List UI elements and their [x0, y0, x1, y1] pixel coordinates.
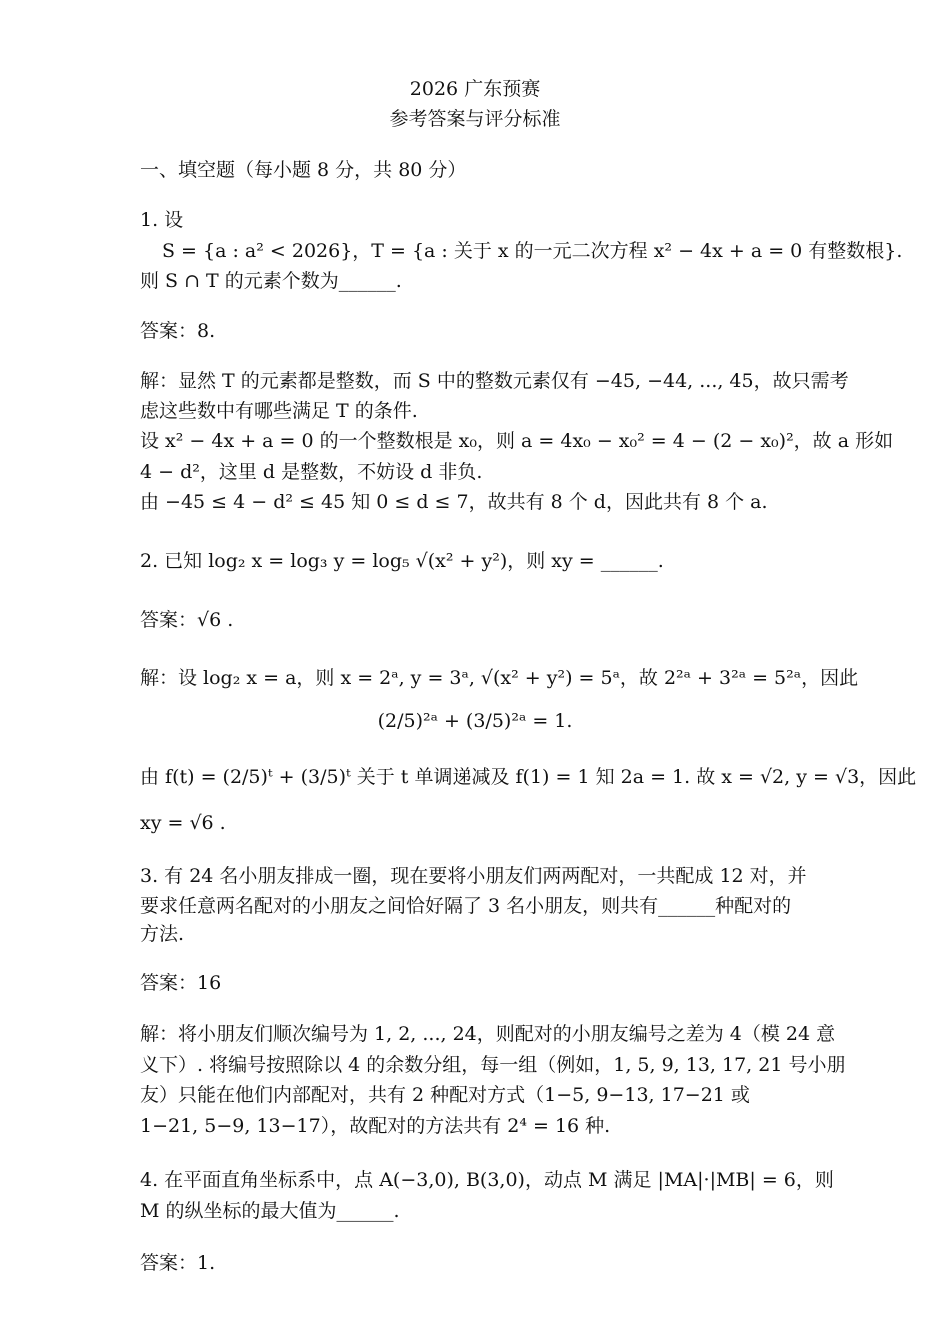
- problem-2-solution-4: xy = √6 .: [140, 812, 226, 834]
- problem-2-answer: 答案：√6 .: [140, 609, 234, 631]
- problem-1-solution-1: 解：显然 T 的元素都是整数，而 S 中的整数元素仅有 −45, −44, ..., 45，故只需考: [140, 370, 849, 392]
- document-title: 2026 广东预赛: [409, 78, 541, 100]
- problem-4-line-1: 4. 在平面直角坐标系中，点 A(−3,0), B(3,0)，动点 M 满足 |MA|·|MB| = 6，则: [140, 1169, 834, 1191]
- problem-2-line-1: 2. 已知 log₂ x = log₃ y = log₅ √(x² + y²)，则 xy = ______.: [140, 550, 664, 572]
- problem-1-answer: 答案：8.: [140, 320, 216, 342]
- problem-1-solution-5: 由 −45 ≤ 4 − d² ≤ 45 知 0 ≤ d ≤ 7，故共有 8 个 d，因此共有 8 个 a.: [140, 491, 768, 513]
- problem-3-line-3: 方法.: [140, 923, 185, 945]
- problem-2-solution-1: 解：设 log₂ x = a，则 x = 2ᵃ, y = 3ᵃ, √(x² + y²) = 5ᵃ，故 2²ᵃ + 3²ᵃ = 5²ᵃ，因此: [140, 667, 859, 689]
- problem-1-line-1: 1. 设: [140, 209, 184, 231]
- problem-3-line-1: 3. 有 24 名小朋友排成一圈，现在要将小朋友们两两配对，一共配成 12 对，并: [140, 865, 807, 887]
- problem-1-line-2: S = {a : a² < 2026}，T = {a : 关于 x 的一元二次方程 x² − 4x + a = 0 有整数根}.: [162, 240, 903, 262]
- section-heading: 一、填空题（每小题 8 分，共 80 分）: [140, 159, 467, 181]
- problem-3-solution-2: 义下）. 将编号按照除以 4 的余数分组，每一组（例如，1, 5, 9, 13, 17, 21 号小朋: [140, 1054, 846, 1076]
- problem-1-line-3: 则 S ∩ T 的元素个数为______.: [140, 270, 402, 292]
- problem-2-solution-3: 由 f(t) = (2/5)ᵗ + (3/5)ᵗ 关于 t 单调递减及 f(1) = 1 知 2a = 1. 故 x = √2, y = √3，因此: [140, 766, 917, 788]
- problem-1-solution-2: 虑这些数中有哪些满足 T 的条件.: [140, 400, 418, 422]
- problem-4-answer: 答案：1.: [140, 1252, 216, 1274]
- problem-1-solution-4: 4 − d²，这里 d 是整数，不妨设 d 非负.: [140, 461, 483, 483]
- problem-4-line-2: M 的纵坐标的最大值为______.: [140, 1200, 400, 1222]
- problem-3-answer: 答案：16: [140, 972, 222, 994]
- problem-3-solution-3: 友）只能在他们内部配对，共有 2 种配对方式（1−5, 9−13, 17−21 或: [140, 1084, 750, 1106]
- problem-3-solution-1: 解：将小朋友们顺次编号为 1, 2, ..., 24，则配对的小朋友编号之差为 4（模 24 意: [140, 1023, 836, 1045]
- problem-1-solution-3: 设 x² − 4x + a = 0 的一个整数根是 x₀，则 a = 4x₀ − x₀² = 4 − (2 − x₀)²，故 a 形如: [140, 430, 894, 452]
- problem-3-solution-4: 1−21, 5−9, 13−17），故配对的方法共有 2⁴ = 16 种.: [140, 1115, 611, 1137]
- problem-3-line-2: 要求任意两名配对的小朋友之间恰好隔了 3 名小朋友，则共有______种配对的: [140, 895, 792, 917]
- problem-2-solution-equation: (2/5)²ᵃ + (3/5)²ᵃ = 1.: [377, 710, 573, 732]
- document-subtitle: 参考答案与评分标准: [389, 108, 561, 130]
